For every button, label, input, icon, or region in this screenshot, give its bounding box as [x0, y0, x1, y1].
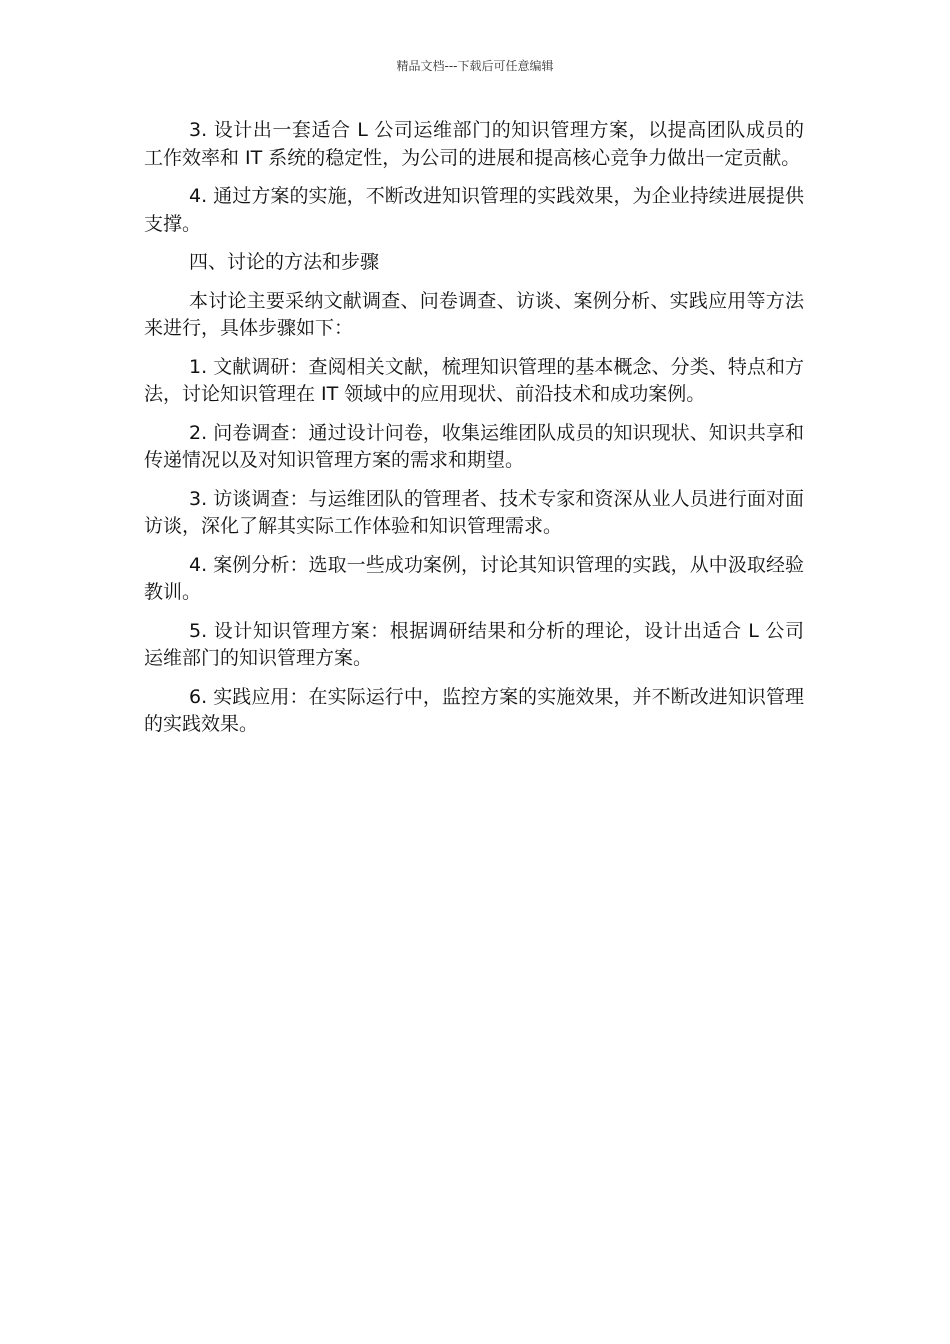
paragraph-step-5: 5. 设计知识管理方案：根据调研结果和分析的理论，设计出适合 L 公司运维部门的知识管理方案。	[144, 619, 804, 669]
section-heading-methods: 四、讨论的方法和步骤	[189, 251, 380, 273]
paragraph-goal-4: 4. 通过方案的实施，不断改进知识管理的实践效果，为企业持续进展提供支撑。	[144, 185, 804, 235]
page-header: 精品文档---下载后可任意编辑	[396, 59, 554, 73]
paragraph-step-1: 1. 文献调研：查阅相关文献，梳理知识管理的基本概念、分类、特点和方法，讨论知识管理在 IT 领域中的应用现状、前沿技术和成功案例。	[144, 355, 804, 405]
paragraph-step-2: 2. 问卷调查：通过设计问卷，收集运维团队成员的知识现状、知识共享和传递情况以及对知识管理方案的需求和期望。	[144, 421, 804, 471]
paragraph-methods-intro: 本讨论主要采纳文献调查、问卷调查、访谈、案例分析、实践应用等方法来进行，具体步骤如下：	[144, 289, 804, 339]
paragraph-step-4: 4. 案例分析：选取一些成功案例，讨论其知识管理的实践，从中汲取经验教训。	[144, 553, 804, 603]
paragraph-step-6: 6. 实践应用：在实际运行中，监控方案的实施效果，并不断改进知识管理的实践效果。	[144, 685, 804, 735]
paragraph-goal-3: 3. 设计出一套适合 L 公司运维部门的知识管理方案，以提高团队成员的工作效率和 IT 系统的稳定性，为公司的进展和提高核心竞争力做出一定贡献。	[144, 119, 804, 169]
paragraph-step-3: 3. 访谈调查：与运维团队的管理者、技术专家和资深从业人员进行面对面访谈，深化了解其实际工作体验和知识管理需求。	[144, 487, 804, 537]
document-body	[144, 117, 804, 750]
